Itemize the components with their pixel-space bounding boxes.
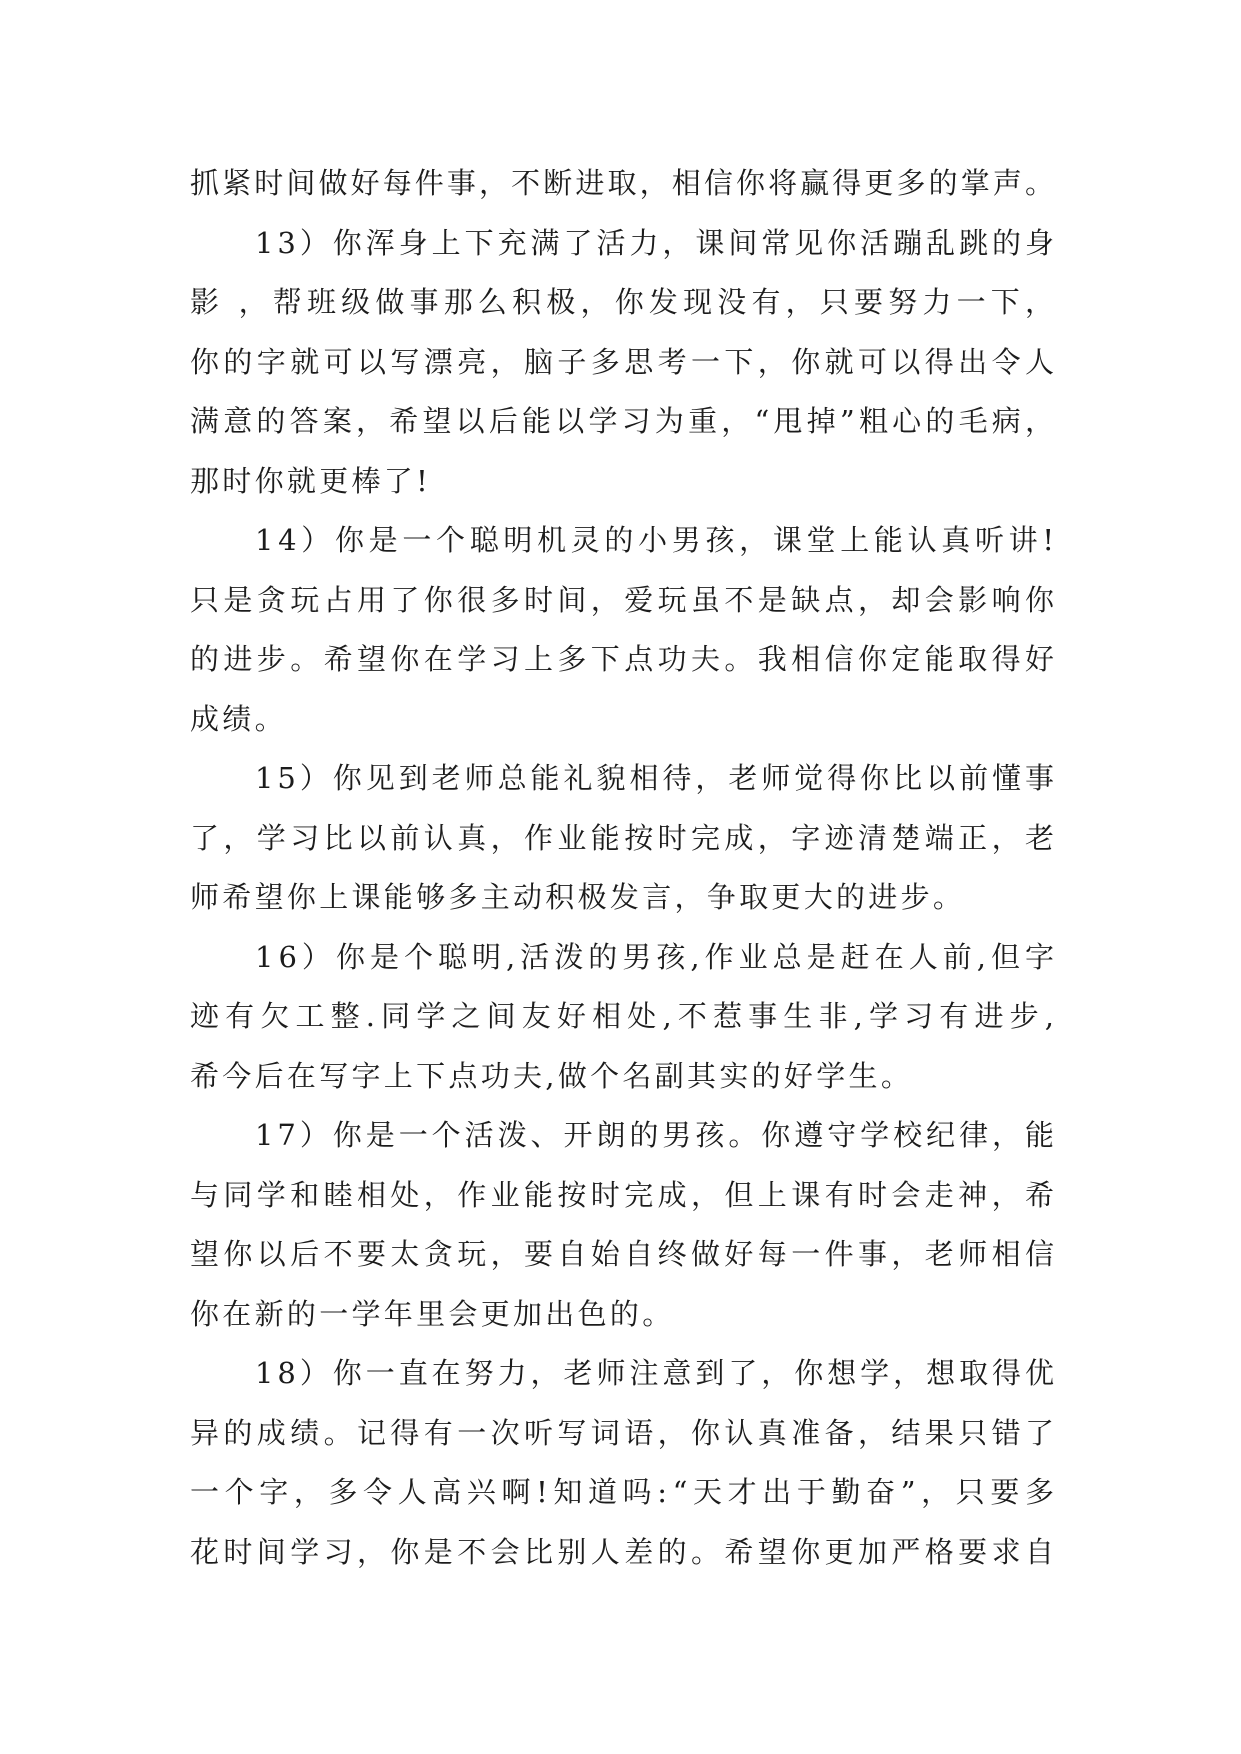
text-line: 16）你是个聪明,活泼的男孩,作业总是赶在人前,但字 bbox=[255, 939, 1060, 974]
text-line: 只是贪玩占用了你很多时间，爱玩虽不是缺点，却会影响你 bbox=[190, 582, 1059, 617]
text-line: 了，学习比以前认真，作业能按时完成，字迹清楚端正，老 bbox=[190, 820, 1059, 855]
text-line: 14）你是一个聪明机灵的小男孩，课堂上能认真听讲! bbox=[255, 523, 1059, 557]
text-line: 的进步。希望你在学习上多下点功夫。我相信你定能取得好 bbox=[190, 642, 1059, 676]
text-line: 花时间学习，你是不会比别人差的。希望你更加严格要求自 bbox=[190, 1534, 1059, 1569]
comment-paragraph-14 bbox=[190, 511, 1059, 749]
text-line: 你在新的一学年里会更加出色的。 bbox=[190, 1296, 675, 1331]
text-line: 异的成绩。记得有一次听写词语，你认真准备，结果只错了 bbox=[190, 1415, 1059, 1450]
text-line: 一个字，多令人高兴啊!知道吗:“天才出于勤奋”，只要多 bbox=[190, 1475, 1060, 1509]
text-line: 望你以后不要太贪玩，要自始自终做好每一件事，老师相信 bbox=[190, 1237, 1059, 1271]
text-line: 18）你一直在努力，老师注意到了，你想学，想取得优 bbox=[255, 1356, 1058, 1390]
comment-paragraph-continued bbox=[190, 154, 1058, 214]
comment-paragraph-15 bbox=[190, 749, 1059, 928]
text-line: 15）你见到老师总能礼貌相待，老师觉得你比以前懂事 bbox=[255, 761, 1058, 795]
text-line: 抓紧时间做好每件事，不断进取，相信你将赢得更多的掌声。 bbox=[190, 166, 1058, 200]
document-body bbox=[190, 154, 1061, 1582]
text-line: 你的字就可以写漂亮，脑子多思考一下，你就可以得出令人 bbox=[190, 344, 1059, 379]
text-line: 与同学和睦相处，作业能按时完成，但上课有时会走神，希 bbox=[190, 1177, 1059, 1212]
text-line: 那时你就更棒了! bbox=[190, 463, 432, 498]
comment-paragraph-13 bbox=[190, 214, 1060, 512]
text-line: 13）你浑身上下充满了活力，课间常见你活蹦乱跳的身 bbox=[255, 225, 1058, 260]
text-line: 希今后在写字上下点功夫,做个名副其实的好学生。 bbox=[190, 1058, 914, 1093]
text-line: 迹有欠工整.同学之间友好相处,不惹事生非,学习有进步, bbox=[190, 999, 1061, 1033]
text-line: 满意的答案，希望以后能以学习为重，“甩掉”粗心的毛病， bbox=[190, 404, 1059, 438]
text-line: 17）你是一个活泼、开朗的男孩。你遵守学校纪律，能 bbox=[255, 1118, 1058, 1152]
comment-paragraph-18 bbox=[190, 1344, 1060, 1582]
comment-paragraph-16 bbox=[190, 928, 1061, 1107]
text-line: 影 ，帮班级做事那么积极，你发现没有，只要努力一下， bbox=[190, 285, 1060, 319]
text-line: 师希望你上课能够多主动积极发言，争取更大的进步。 bbox=[190, 880, 966, 914]
text-line: 成绩。 bbox=[190, 701, 287, 736]
comment-paragraph-17 bbox=[190, 1106, 1059, 1344]
